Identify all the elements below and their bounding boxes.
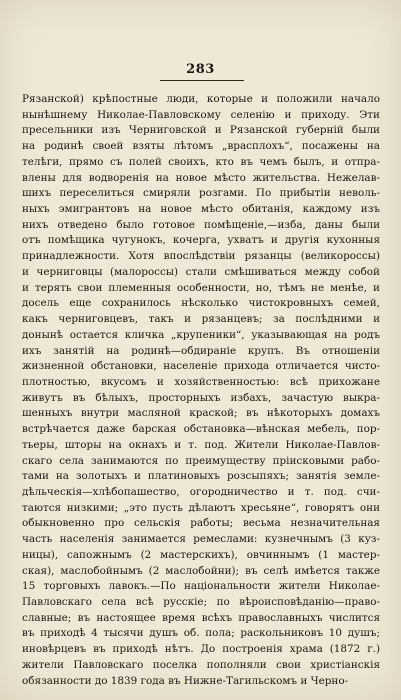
text-line: принадлежности. Хотя впослѣдствіи рязанцы (великороссы) — [22, 250, 380, 263]
text-line: тами на золотыхъ и платиновыхъ розсыпяхъ; занятія земле- — [22, 470, 380, 483]
text-line: какъ черниговцевъ, такъ и рязанцевъ; за послѣдними и — [22, 313, 380, 326]
text-line: жизненной обстановки, населеніе прихода отличается чисто- — [22, 360, 380, 373]
text-line: ская), маслобойнымъ (2 маслобойни); въ селѣ имѣется также — [22, 564, 380, 577]
text-line: скаго села занимаются по преимуществу пріисковыми рабо- — [22, 454, 380, 467]
text-line: пресельники изъ Черниговской и Рязанской губерній были — [22, 124, 380, 137]
text-line: ныхъ эмигрантовъ на новое мѣсто обитанія, каждому изъ — [22, 203, 380, 216]
body-text — [22, 92, 380, 689]
text-line: на родинѣ своей взяты лѣтомъ „врасплохъ“, посажены на — [22, 140, 380, 153]
text-line: плотностью, вкусомъ и хозяйственностью: всѣ прихожане — [22, 375, 380, 388]
text-line: тьеры, шторы на окнахъ и т. под. Жители Николае-Павлов- — [22, 438, 380, 451]
text-line: таются низкими; „это пусть дѣлаютъ хресьяне“, говорятъ они — [22, 501, 380, 514]
text-line: телѣги, прямо съ полей своихъ, кто въ чемъ былъ, и отпра- — [22, 155, 380, 168]
text-line: нынѣшнему Николае-Павловскому селенію и приходу. Эти — [22, 108, 380, 121]
page-number: 283 — [186, 62, 215, 77]
text-line: влены для водворенія на новое мѣсто жительства. Нежелав- — [22, 171, 380, 184]
text-line: шенныхъ внутри масляной краской; въ нѣкоторыхъ домахъ — [22, 407, 380, 420]
text-line: славные; въ настоящее время всѣхъ православныхъ числится — [22, 611, 380, 624]
text-line: Рязанской) крѣпостные люди, которые и положили начало — [22, 93, 380, 105]
text-line: досель еще сохранилось нѣсколько чистокровныхъ семей, — [22, 297, 380, 310]
text-line: дѣльческія—хлѣбопашество, огородничество и т. под. счи- — [22, 485, 380, 498]
text-line: жители Павловскаго поселка пополняли свои христіанскія — [22, 658, 380, 671]
text-line: въ приходѣ 4 тысячи душъ об. пола; раскольниковъ 10 душъ; — [22, 627, 380, 640]
header-rule — [160, 80, 244, 81]
text-line: живутъ въ бѣлыхъ, просторныхъ избахъ, зачастую выкра- — [22, 391, 380, 404]
text-line: иновѣрцевъ въ приходѣ нѣтъ. До построенія храма (1872 г.) — [22, 643, 380, 656]
text-line: 15 торговыхъ лавокъ.—По національности жители Николае- — [22, 580, 380, 593]
text-line: встрѣчается даже барская обстановка—вѣнская мебель, пор- — [22, 423, 380, 436]
text-line: и терять свои племенныя особенности, но, тѣмъ не менѣе, и — [22, 281, 380, 294]
text-line: и черниговцы (малороссы) стали смѣшиваться между собой — [22, 265, 380, 278]
text-line: ницы), сапожнымъ (2 мастерскихъ), овчиннымъ (1 мастер- — [22, 548, 380, 561]
text-line: часть населенія занимается ремеслами: кузнечнымъ (3 куз- — [22, 533, 380, 546]
text-line: обязанности до 1839 года въ Нижне-Тагильскомъ и Черно- — [22, 674, 349, 687]
text-line: нихъ отведено было готовое помѣщеніе,—изба, даны были — [22, 218, 380, 231]
text-line: донынѣ остается кличка „крупеники“, указывающая на родъ — [22, 328, 380, 341]
text-line: ихъ занятій на родинѣ—обдираніе крупъ. Въ отношеніи — [22, 344, 380, 357]
text-line: шихъ переселиться смиряли розгами. По прибытіи неволь- — [22, 187, 380, 200]
text-line: Павловскаго села всѣ русскіе; по вѣроисповѣданію—право- — [22, 596, 380, 608]
text-line: обыкновенно про сельскія работы; весьма незначительная — [22, 517, 380, 530]
text-line: отъ помѣщика чугунокъ, кочерга, ухватъ и другія кухонныя — [22, 234, 380, 247]
